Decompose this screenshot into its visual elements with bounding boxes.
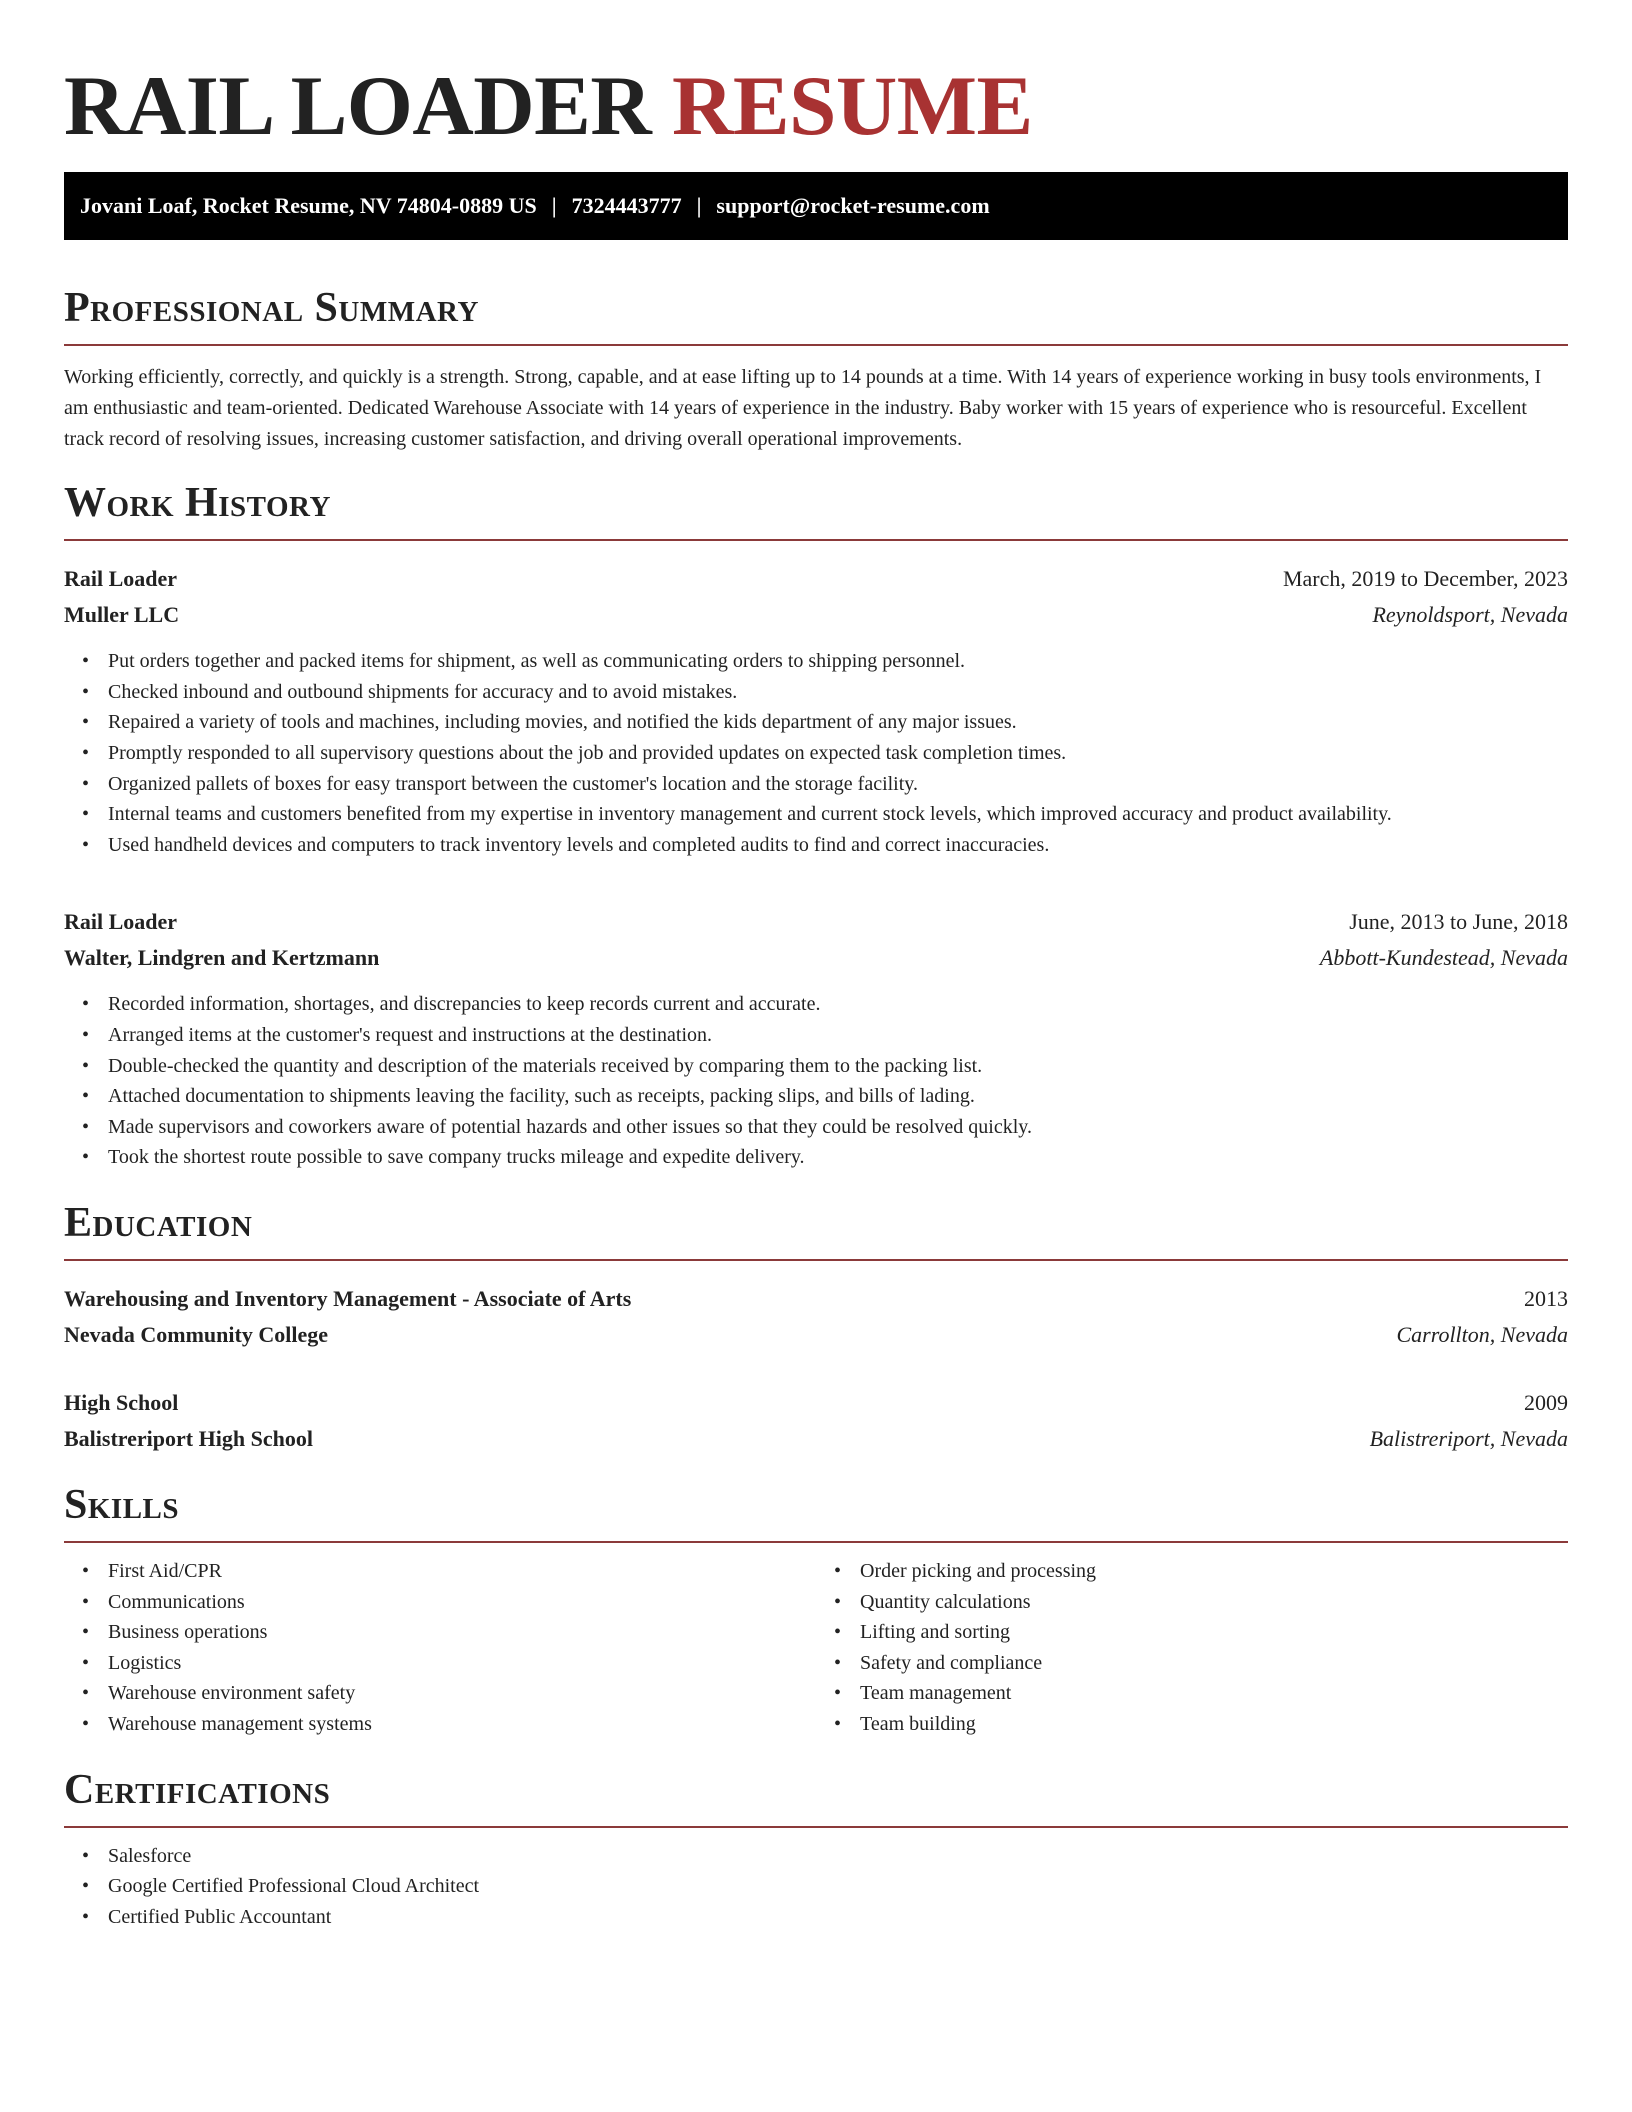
certification-item: • Certified Public Accountant [108, 1902, 1568, 1933]
education-degree: High School [64, 1390, 179, 1415]
list-item: • Took the shortest route possible to save company trucks mileage and expedite delivery. [108, 1142, 1568, 1173]
summary-heading: Professional Summary [64, 286, 1568, 346]
skill-item: • Team management [860, 1678, 1568, 1709]
list-item: • Promptly responded to all supervisory questions about the job and provided updates on expected task completion times. [108, 738, 1568, 769]
list-item: • Used handheld devices and computers to track inventory levels and completed audits to find and correct inaccuracies. [108, 830, 1568, 861]
skill-item: • Quantity calculations [860, 1587, 1568, 1618]
list-item: • Attached documentation to shipments leaving the facility, such as receipts, packing slips, and bills of lading. [108, 1081, 1568, 1112]
job-company-row [64, 940, 1568, 976]
education-degree-row [64, 1385, 1568, 1421]
contact-separator: | [551, 193, 557, 218]
education-degree: Warehousing and Inventory Management - Associate of Arts [64, 1286, 632, 1311]
education-school-row [64, 1317, 1568, 1353]
contact-phone: 7324443777 [571, 193, 682, 218]
skill-item: • Communications [108, 1587, 816, 1618]
job-dates: March, 2019 to December, 2023 [1282, 566, 1568, 592]
skill-item: • First Aid/CPR [108, 1556, 816, 1587]
certification-item: • Salesforce [108, 1841, 1568, 1872]
title-accent: RESUME [672, 59, 1033, 153]
summary-section [64, 286, 1568, 455]
job-duties-list [64, 989, 1568, 1173]
skills-list-left [64, 1556, 816, 1740]
job-header-row [64, 561, 1568, 597]
education-heading: Education [64, 1201, 1568, 1261]
list-item: • Internal teams and customers benefited from my expertise in inventory management and current stock levels, which improved accuracy and product availability. [108, 799, 1568, 830]
skill-item: • Warehouse management systems [108, 1709, 816, 1740]
skills-heading: Skills [64, 1483, 1568, 1543]
education-entry [64, 1385, 1568, 1457]
job-location: Reynoldsport, Nevada [1372, 602, 1568, 628]
skill-item: • Warehouse environment safety [108, 1678, 816, 1709]
job-duties-list [64, 646, 1568, 860]
skill-item: • Logistics [108, 1648, 816, 1679]
title-main: RAIL LOADER [64, 59, 652, 153]
list-item: • Made supervisors and coworkers aware of potential hazards and other issues so that they could be resolved quickly. [108, 1112, 1568, 1143]
work-history-section [64, 481, 1568, 1173]
job-dates: June, 2013 to June, 2018 [1349, 909, 1568, 935]
list-item: • Double-checked the quantity and description of the materials received by comparing them to the packing list. [108, 1051, 1568, 1082]
job-entry [64, 561, 1568, 860]
summary-text: Working efficiently, correctly, and quickly is a strength. Strong, capable, and at ease lifting up to 14 pounds at a time. With 14 years of experience working in busy tools environments, I am enthusiastic and team-oriented. Dedicated Warehouse Associate with 14 years of experience in the industry. Baby worker with 15 years of experience who is resourceful. Excellent track record of resolving issues, increasing customer satisfaction, and driving overall operational improvements. [64, 366, 1542, 451]
contact-email: support@rocket-resume.com [716, 193, 990, 218]
education-degree-row [64, 1281, 1568, 1317]
job-header-row [64, 904, 1568, 940]
contact-separator: | [696, 193, 702, 218]
education-entry [64, 1281, 1568, 1353]
certifications-heading: Certifications [64, 1768, 1568, 1828]
list-item: • Recorded information, shortages, and discrepancies to keep records current and accurate. [108, 989, 1568, 1020]
list-item: • Put orders together and packed items for shipment, as well as communicating orders to shipping personnel. [108, 646, 1568, 677]
job-company: Walter, Lindgren and Kertzmann [64, 945, 380, 971]
education-section [64, 1201, 1568, 1457]
skill-item: • Safety and compliance [860, 1648, 1568, 1679]
skill-item: • Order picking and processing [860, 1556, 1568, 1587]
education-year: 2013 [1524, 1286, 1568, 1311]
list-item: • Checked inbound and outbound shipments for accuracy and to avoid mistakes. [108, 677, 1568, 708]
education-location: Balistreriport, Nevada [1369, 1426, 1568, 1451]
list-item: • Arranged items at the customer's request and instructions at the destination. [108, 1020, 1568, 1051]
education-school-row [64, 1421, 1568, 1457]
certification-item: • Google Certified Professional Cloud Architect [108, 1871, 1568, 1902]
job-title: Rail Loader [64, 566, 178, 592]
education-location: Carrollton, Nevada [1396, 1322, 1568, 1347]
certifications-section [64, 1768, 1568, 1933]
skills-grid [64, 1556, 1568, 1740]
education-school: Balistreriport High School [64, 1426, 313, 1451]
job-title: Rail Loader [64, 909, 178, 935]
list-item: • Repaired a variety of tools and machines, including movies, and notified the kids department of any major issues. [108, 707, 1568, 738]
education-year: 2009 [1524, 1390, 1568, 1415]
education-school: Nevada Community College [64, 1322, 328, 1347]
certifications-list [64, 1841, 1568, 1933]
list-item: • Organized pallets of boxes for easy transport between the customer's location and the storage facility. [108, 769, 1568, 800]
job-location: Abbott-Kundestead, Nevada [1319, 945, 1568, 971]
job-company: Muller LLC [64, 602, 180, 628]
contact-address: Jovani Loaf, Rocket Resume, NV 74804-0889 US [80, 193, 537, 218]
contact-bar [64, 172, 1568, 240]
job-company-row [64, 597, 1568, 633]
work-history-heading: Work History [64, 481, 1568, 541]
skills-list-right [816, 1556, 1568, 1740]
job-entry [64, 904, 1568, 1173]
skill-item: • Team building [860, 1709, 1568, 1740]
skill-item: • Lifting and sorting [860, 1617, 1568, 1648]
skills-section [64, 1483, 1568, 1740]
resume-title [64, 56, 1568, 156]
skill-item: • Business operations [108, 1617, 816, 1648]
